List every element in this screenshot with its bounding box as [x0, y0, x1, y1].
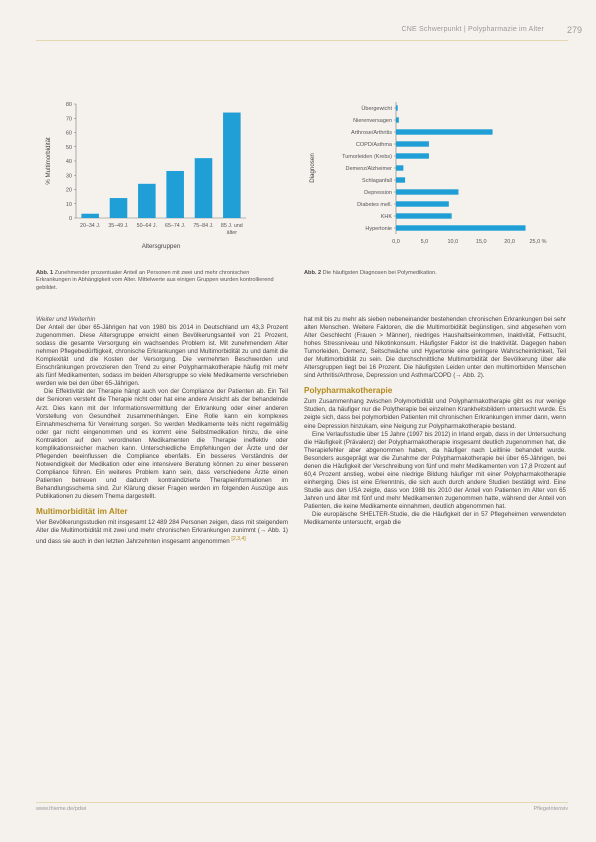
- y-tick-label: Übergewicht: [361, 106, 392, 112]
- x-tick-label: 25,0 %: [529, 239, 547, 245]
- y-tick-label: 0: [68, 216, 72, 222]
- bar: [396, 225, 526, 230]
- bar: [81, 214, 99, 218]
- bar: [396, 153, 429, 158]
- y-tick-label: Demenz/Alzheimer: [345, 166, 392, 172]
- x-tick-label: 20–34 J.: [80, 223, 101, 229]
- y-tick-label: 20: [65, 187, 72, 194]
- body-paragraph: Eine Verlaufsstudie über 15 Jahre (1997 bis 2012) in Irland ergab, dass in der Untersuchung die Häufigkeit (Prävalenz) der Polypharmakotherapie insgesamt deutlich zugenommen hat, die Therapiefehler aber abgenommen haben, da häufiger nach Leitlinie behandelt wurde. Besonders ausgeprägt war die Zunahme der Polypharmakotherapie bei über 65-Jährigen, bei denen die Häufigkeit der Verschreibung von fünf und mehr Medikamenten von 17,8 Prozent auf 60,4 Prozent anstieg, wobei eine niedrige Bildung häufiger mit einer Polypharmakotherapie einherging. Dies ist eine Erkenntnis, die sich auch durch andere Studien bestätigt wird. Eine Studie aus den USA zeigte, dass von 1988 bis 2010 der Anteil von Patienten im Alter von 65 Jahren und älter mit fünf und mehr Medikamenten zugenommen hatte, während der Anteil von Patienten, die keine Medikamente einnahmen, deutlich abgenommen hat.: [304, 430, 566, 510]
- figure-1-label: Abb. 1: [36, 270, 54, 276]
- bar: [396, 117, 399, 122]
- y-tick-label: KHK: [380, 214, 392, 220]
- y-tick-label: Depression: [364, 190, 392, 196]
- y-tick-label: Arthrose/Arthritis: [351, 130, 392, 136]
- x-tick-label: 50–64 J.: [136, 223, 157, 229]
- y-tick-label: 40: [65, 159, 72, 165]
- figure-2-caption: [304, 270, 564, 277]
- body-paragraph: hat mit bis zu mehr als sieben nebeneinander bestehenden chronischen Erkrankungen bei sehr alten Menschen. Weitere Faktoren, die die Multimorbidität begünstigen, sind abgesehen vom Alter Geschlecht (Frauen > Männer), niedriges Haushaltseinkommen, Inaktivität, Fettsucht, hohes Stressniveau und Nikotinkonsum. Häufigster Faktor ist die Inaktivität. Dagegen haben Tumorleiden, Demenz, Seitschwäche und Hypertonie eine geringere Wahrscheinlichkeit, Teil der Multimorbidität zu sein. Die durchschnittliche Multimorbidität der Bevölkerung über alle Altersgruppen liegt bei 16 Prozent. Die häufigsten Leiden unter den multimorbiden Menschen sind Arthritis/Arthrose, Depression und Asthma/COPD (→ Abb. 2).: [304, 316, 566, 380]
- y-tick-label: 30: [65, 173, 72, 180]
- running-title: CNE Schwerpunkt | Polypharmazie im Alter: [401, 26, 544, 33]
- y-tick-label: COPD/Asthma: [355, 142, 392, 148]
- y-tick-label: Nierenversagen: [353, 118, 392, 124]
- bar: [396, 213, 452, 218]
- x-tick-label: 15,0: [475, 239, 487, 245]
- section-heading: Polypharmakotherapie: [304, 386, 393, 396]
- bar: [195, 158, 213, 218]
- x-tick-label: 20,0: [504, 239, 515, 245]
- y-tick-label: Schlaganfall: [362, 178, 392, 184]
- right-column: [304, 316, 566, 527]
- x-tick-label: 5,0: [420, 239, 429, 245]
- x-tick-label: 35–49 J.: [108, 223, 129, 229]
- bar: [138, 184, 156, 218]
- figure-1-bar-chart: [36, 96, 280, 256]
- y-axis-title: Diagnosen: [309, 153, 316, 183]
- reference-mark: [2,3,4]: [231, 536, 246, 543]
- section-heading: Multimorbidität im Alter: [36, 507, 128, 517]
- x-tick-label-line2: älter: [226, 230, 237, 236]
- y-axis-title: % Multimorbidität: [45, 137, 52, 185]
- body-paragraph: Die Effektivität der Therapie hängt auch von der Compliance der Patienten ab. Ein Teil der Senioren versteht die Therapie nicht oder hat eine andere Ansicht als der behandelnde Arzt. Dies kann mit der Informationsvermittlung der Erkrankung oder einer anderen Vorstellung von Gesundheit zusammenhängen. Eine Rolle kann ein komplexes Einnahmeschema für Verwirrung sorgen. So werden Medikamente teils nicht regelmäßig oder gar nicht eingenommen und es kommt eine Selbstmedikation hinzu, die eine Kontraktion auf den verordneten Medikamenten die Therapie ineffektiv oder komplikationsreicher machen kann. Unterschiedliche Empfehlungen der Ärzte und der Pflegenden beeinflussen die Compliance ebenfalls. Ein besseres Verständnis der Notwendigkeit der Medikation oder eine intensivere Beratung können zu einer besseren Compliance führen. Ein weiteres Problem kann sein, dass verschiedene Ärzte einen Patienten betreuen und dadurch kontraindizierte Therapieinformationen im Behandlungsschema sind. Zur Klärung dieser Fragen werden im folgenden Auszüge aus Publikationen zu diesem Thema dargestellt.: [36, 388, 288, 501]
- body-paragraph: Die europäische SHELTER-Studie, die die Häufigkeit der in 57 Pflegeheimen verwendeten Medikamente untersucht, ergab die: [304, 511, 566, 527]
- left-column: [36, 316, 288, 546]
- footer-rule: [36, 802, 568, 803]
- bar: [110, 198, 128, 218]
- figure-2-caption-text: Die häufigsten Diagnosen bei Polymedikation.: [322, 270, 437, 276]
- bar: [223, 113, 241, 218]
- running-header: [0, 26, 596, 38]
- x-tick-label: 65–74 J.: [165, 223, 186, 229]
- body-paragraph: Zum Zusammenhang zwischen Polymorbidität und Polypharmakotherapie gibt es nur wenige Studien, da häufiger nur die Polytherapie bei einzelnen Krankheitsbildern untersucht wurde. Es zeigte sich, dass bei polymorbiden Patienten mit chronischen Erkrankungen immer dann, wenn eine Depression hinzukam, eine Neigung zur Polypharmakotherapie bestand.: [304, 398, 566, 430]
- body-paragraph-text: Vier Bevölkerungsstudien mit insgesamt 12 489 284 Personen zeigen, dass mit steigendem Alter die Multimorbidität mit zwei und mehr chronischen Erkrankungen zunimmt (→ Abb. 1) und dass sie auch in den letzten Jahrzehnten insgesamt angenommen: [36, 519, 288, 546]
- y-tick-label: 50: [65, 144, 72, 151]
- subsection-label: Weiter und Weiterhin: [36, 316, 96, 323]
- page-number: 279: [566, 25, 582, 35]
- body-paragraph: Der Anteil der über 65-Jährigen hat von 1980 bis 2014 in Deutschland um 43,3 Prozent zugenommen. Diese Altersgruppe erreicht einen Bevölkerungsanteil von 21 Prozent, sodass die gesamte Versorgung ein wachsendes Problem ist. Mit zunehmendem Alter nehmen Pflegebedürftigkeit, chronische Erkrankungen und Multimorbidität zu und damit die Komplexität und die Kosten der Versorgung. Die vermehrten Beschwerden und Einschränkungen provozieren den Trend zu einer Polypharmakotherapie häufig mit mehr als fünf Medikamenten, sodass im beiden Altersgruppe so viele Medikamente verschrieben werden wie bei den über 65-Jährigen.: [36, 324, 288, 388]
- body-paragraph: [36, 519, 288, 546]
- y-tick-label: 70: [65, 116, 72, 123]
- y-tick-label: Diabetes mell.: [357, 202, 392, 208]
- bar: [396, 189, 458, 194]
- x-axis-title: Altersgruppen: [141, 243, 181, 250]
- footer-left: www.thieme.de/pdwi: [36, 806, 87, 812]
- bar: [396, 201, 449, 206]
- figure-1-caption: [36, 270, 284, 292]
- y-tick-label: 60: [65, 130, 72, 137]
- bar: [166, 171, 184, 218]
- y-tick-label: 10: [65, 201, 72, 208]
- x-tick-label: 10,0: [447, 239, 459, 245]
- x-tick-label: 0,0: [392, 239, 400, 245]
- bar: [396, 165, 403, 170]
- y-tick-label: Hypertonie: [365, 226, 392, 232]
- bar: [396, 129, 493, 134]
- figure-2-bar-chart: [302, 96, 568, 256]
- bar: [396, 105, 398, 110]
- bar: [396, 141, 429, 146]
- y-tick-label: 80: [65, 102, 72, 108]
- x-tick-label: 75–84 J.: [193, 223, 214, 229]
- page-footer: [36, 806, 568, 816]
- x-tick-label: 85 J. und: [220, 223, 243, 229]
- footer-right: PflegeIntensiv: [533, 806, 568, 812]
- figure-1-caption-text: Zunehmender prozentualer Anteil an Personen mit zwei und mehr chronischen Erkrankungen in Abhängigkeit vom Alter. Mittelwerte aus einigen Gruppen wurden kontrollierend gebildet.: [36, 270, 274, 291]
- bar: [396, 177, 405, 182]
- figure-2-label: Abb. 2: [304, 270, 322, 276]
- header-rule: [36, 40, 568, 41]
- y-tick-label: Tumorleiden (Krebs): [342, 154, 392, 160]
